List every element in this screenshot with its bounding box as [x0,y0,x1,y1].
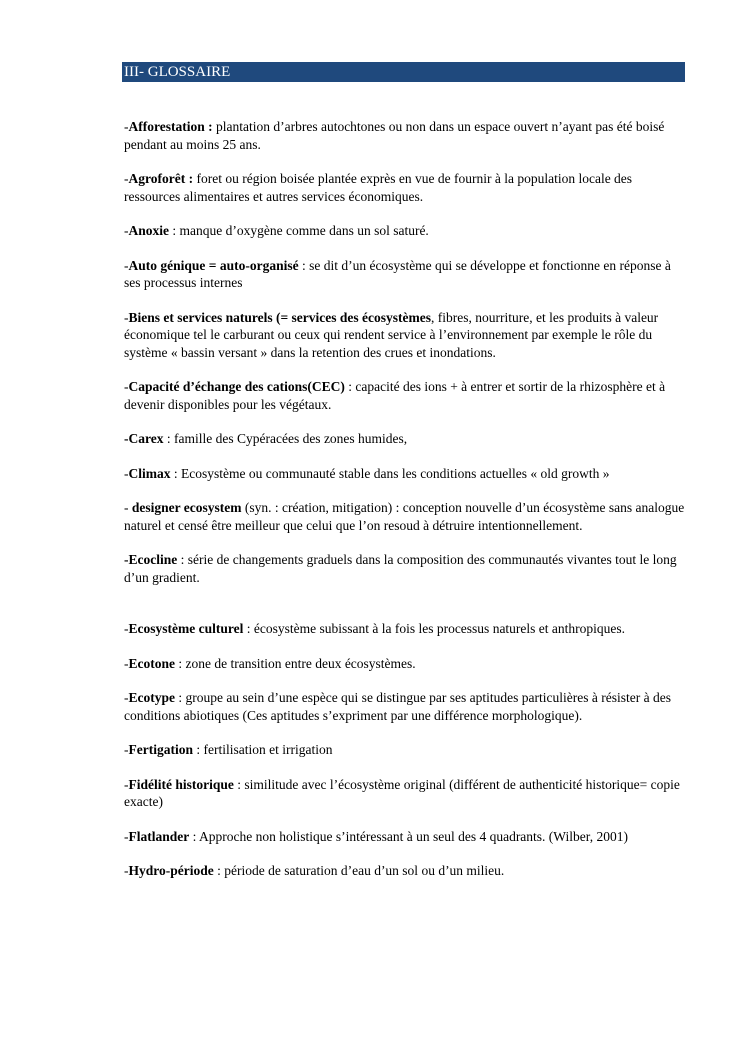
glossary-entry: -Anoxie : manque d’oxygène comme dans un sol saturé. [124,223,429,238]
glossary-definition: : se dit d’un écosystème qui se développe et fonctionne en réponse à ses processus internes [124,257,671,290]
glossary-term: Flatlander [128,828,190,844]
glossary-definition: plantation d’arbres autochtones ou non dans un espace ouvert n’ayant pas été boisé pendant au moins 25 ans. [124,119,665,152]
glossary-entry: -Ecosystème culturel : écosystème subissant à la fois les processus naturels et anthropiques. [124,621,626,636]
glossary-definition: : Ecosystème ou communauté stable dans les conditions actuelles « old growth » [170,465,610,481]
glossary-term: designer ecosystem [131,500,242,515]
glossary-term: Ecosystème culturel [128,621,244,636]
glossary-entry: -Biens et services naturels (= services des écosystèmes, fibres, nourriture, et les produits à valeur économique tel le carburant ou ceux qui rendent service à l’environnement par exemple le rôle du système « bassin versant » dans la retention des crues et inondations. [124,309,659,360]
glossary-entry: -Auto génique = auto-organisé : se dit d’un écosystème qui se développe et fonctionne en réponse à ses processus internes [124,257,671,290]
glossary-definition: : similitude avec l’écosystème original (différent de authenticité historique= copie exacte) [124,776,680,809]
glossary-entry [124,551,686,586]
glossary-term: -Ecocline [124,552,178,567]
glossary-term: Afforestation : [128,119,213,134]
glossary-entry: -Capacité d’échange des cations(CEC) : capacité des ions + à entrer et sortir de la rhizosphère et à devenir disponibles pour les végétaux. [124,379,666,412]
glossary-entry: -Fertigation : fertilisation et irrigation [124,742,333,757]
glossary-definition: (syn. : création, mitigation) : conception nouvelle d’un écosystème sans analogue naturel et censé être meilleur que celui que l’on resoud à détruire intentionnellement. [124,500,685,533]
glossary-term: Agroforêt : [128,171,194,186]
glossary-term: Fertigation [128,742,193,757]
glossary-term: Anoxie [128,223,169,238]
glossary-definition: : période de saturation d’eau d’un sol ou d’un milieu. [213,863,505,878]
glossary-definition: : écosystème subissant à la fois les processus naturels et anthropiques. [243,621,626,636]
glossary-entry: -Hydro-période : période de saturation d’eau d’un sol ou d’un milieu. [124,863,505,878]
glossary-entry: -Ecotone : zone de transition entre deux écosystèmes. [124,655,416,671]
glossary-entry: - designer ecosystem (syn. : création, mitigation) : conception nouvelle d’un écosystème sans analogue naturel et censé être meilleur que celui que l’on resoud à détruire intentionnellement. [124,500,685,533]
glossary-term: Ecotone [128,655,175,671]
glossary-list [124,118,686,897]
glossary-entry [124,430,686,448]
glossary-term: Capacité d’échange des cations(CEC) [128,379,345,394]
glossary-entry: -Agroforêt : foret ou région boisée plantée exprès en vue de fournir à la population locale des ressources alimentaires et autres services économiques. [124,171,633,204]
section-header [122,62,685,82]
glossary-entry: -Flatlander : Approche non holistique s’intéressant à un seul des 4 quadrants. (Wilber, 2001) [124,828,628,844]
glossary-definition: foret ou région boisée plantée exprès en vue de fournir à la population locale des ressources alimentaires et autres services économiques. [124,171,633,204]
glossary-definition: : série de changements graduels dans la composition des communautés vivantes tout le long d’un gradient. [124,552,677,585]
glossary-definition: : capacité des ions + à entrer et sortir de la rhizosphère et à devenir disponibles pour les végétaux. [124,379,666,412]
glossary-definition: : manque d’oxygène comme dans un sol saturé. [169,223,429,238]
glossary-term: -Carex [124,431,164,446]
section-title: III- GLOSSAIRE [124,64,231,80]
glossary-entry: -Afforestation : plantation d’arbres autochtones ou non dans un espace ouvert n’ayant pas été boisé pendant au moins 25 ans. [124,119,665,152]
glossary-definition: : Approche non holistique s’intéressant à un seul des 4 quadrants. (Wilber, 2001) [189,828,628,844]
glossary-definition: : groupe au sein d’une espèce qui se distingue par ses aptitudes particulières à résister à des conditions abiotiques (Ces aptitudes s’expriment par une différence morphologique). [124,690,671,723]
glossary-term: Auto génique = auto-organisé [128,257,299,273]
glossary-definition: : famille des Cypéracées des zones humides, [163,431,408,446]
glossary-term: Climax [128,465,171,481]
glossary-entry: -Fidélité historique : similitude avec l’écosystème original (différent de authenticité historique= copie exacte) [124,776,680,809]
glossary-definition: , fibres, nourriture, et les produits à valeur économique tel le carburant ou ceux qui rendent service à l’environnement par exemple le rôle du système « bassin versant » dans la retention des crues et inondations. [124,309,659,360]
glossary-entry: -Ecotype : groupe au sein d’une espèce qui se distingue par ses aptitudes particulières à résister à des conditions abiotiques (Ces aptitudes s’expriment par une différence morphologique). [124,690,671,723]
glossary-definition: : fertilisation et irrigation [192,742,333,757]
glossary-term: Ecotype [128,690,175,705]
glossary-definition: : zone de transition entre deux écosystèmes. [175,655,416,671]
glossary-entry: -Climax : Ecosystème ou communauté stable dans les conditions actuelles « old growth » [124,465,610,481]
glossary-term: Biens et services naturels (= services des écosystèmes [128,309,431,325]
glossary-term: Hydro-période [128,863,214,878]
glossary-term: Fidélité historique [128,776,234,792]
